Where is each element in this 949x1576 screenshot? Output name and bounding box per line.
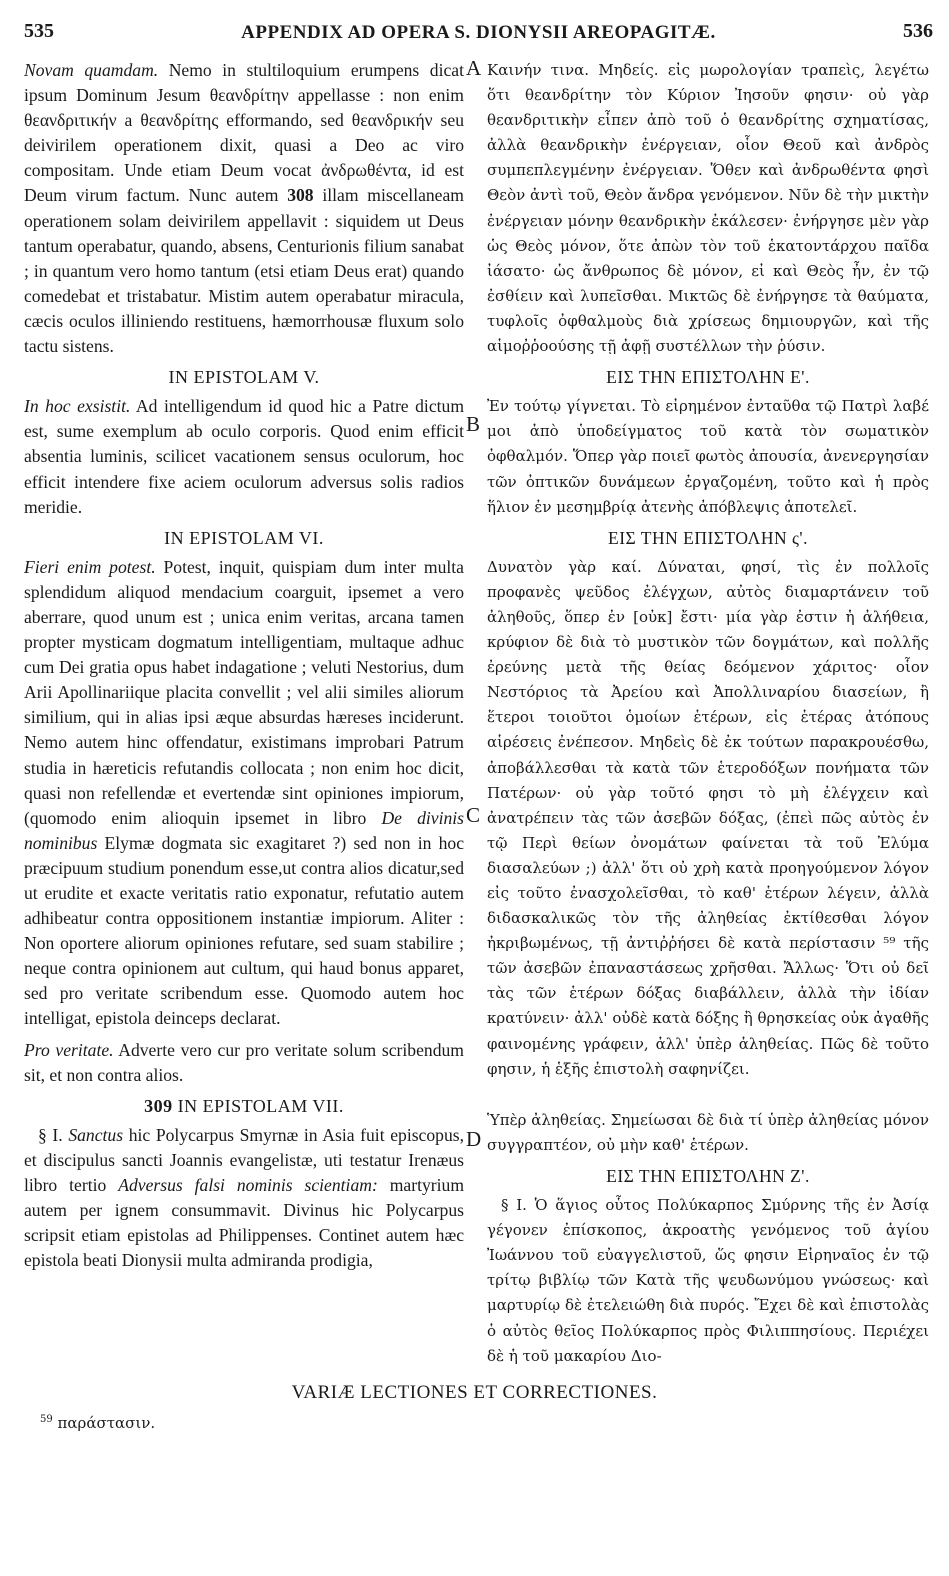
footnote-text: παράστασιν. xyxy=(57,1414,156,1432)
greek-column xyxy=(487,58,929,1375)
section-heading xyxy=(24,1094,464,1119)
running-header xyxy=(24,20,933,48)
section-heading: IN EPISTOLAM V. xyxy=(168,367,320,388)
greek-paragraph: § I. Ὁ ἅγιος οὗτος Πολύκαρπος Σμύρνης τῆς ἐν Ἀσίᾳ γέγονεν ἐπίσκοπος, ἀκροατὴς γενόμενος τοῦ ἁγίου Ἰωάννου τοῦ εὐαγγελιστοῦ, ὥς φησιν Εἰρηναῖος ἐν τῷ τρίτῳ βιβλίῳ τῶν Κατὰ τῆς ψευδωνύμου γνώσεως· καὶ μαρτυρίῳ δὲ ἐτελειώθη διὰ πυρός. Ἔχει δὲ καὶ ἐπιστολὰς ὁ αὐτὸς θεῖος Πολύκαρπος πρὸς Φιλιππησίους. Περιέχει δὲ ἡ τοῦ μακαρίου Διο- xyxy=(487,1196,929,1365)
variae-lectiones-heading: VARIÆ LECTIONES ET CORRECTIONES. xyxy=(291,1382,658,1403)
page-number-right: 536 xyxy=(903,20,933,42)
book-title: Adversus falsi nominis scientiam: xyxy=(118,1175,378,1196)
lemma: Sanctus xyxy=(68,1124,124,1145)
latin-paragraph xyxy=(24,1123,464,1274)
latin-paragraph xyxy=(24,555,464,1032)
greek-paragraph: Ὑπὲρ ἀληθείας. Σημείωσαι δὲ διὰ τί ὑπὲρ ἀληθείας μόνον συγγραπτέον, οὐ μὴν καθ' ἑτέρων. xyxy=(487,1110,929,1154)
footnote-number: 59 xyxy=(40,1414,53,1425)
section-heading-text: IN EPISTOLAM VII. xyxy=(172,1095,344,1116)
margin-marker-d: D xyxy=(466,1127,482,1151)
spacer xyxy=(487,1088,929,1108)
lemma: In hoc exsistit. xyxy=(24,396,131,417)
column-number: 309 xyxy=(144,1095,173,1116)
lemma: Pro veritate. xyxy=(24,1039,114,1060)
column-number: 308 xyxy=(287,185,314,206)
lemma: Fieri enim potest. xyxy=(24,556,156,577)
section-heading: ΕΙΣ ΤΗΝ ΕΠΙΣΤΟΛΗΝ Ζ'. xyxy=(606,1165,810,1186)
margin-marker-b: B xyxy=(466,412,481,436)
paragraph-text: martyrium autem per ignem consummavit. Divinus hic Polycarpus scripsit etiam epistolas ad Philippenses. Continet autem hæc epistola beati Dionysii multa admiranda prodigia, xyxy=(24,1175,465,1271)
paragraph-text: Elymæ dogmata sic exagitaret ?) sed non in hoc præcipuum studium ponendum esse,ut contra alios dicatur,sed ut erudite et exacte veritatis ratio exponatur, refutatio autem adhibeatur contra oppositionem instantiæ impiorum. Aliter : Non oportere aliorum opiniones refutare, sed suam stabilire ; neque contra opinionem aut cultum, qui haud bonus apparet, sed pro veritate scribendum esse. Quomodo autem hoc intelligat, epistola deinceps declarat. xyxy=(24,832,464,1029)
running-title: APPENDIX AD OPERA S. DIONYSII AREOPAGITÆ. xyxy=(241,22,716,43)
paragraph-text: Nemo in stultiloquium erumpens dicat ipsum Dominum Jesum θεανδρίτην appellasse : non enim θεανδριτικήν a θεανδρίτης efformando, sed θεανδρικήν seu deivirilem operationem dixit, quasi a Deo ac viro compositam. Unde etiam Deum vocat ἀνδρωθέντα, id est Deum virum factum. Nunc autem xyxy=(24,60,464,206)
latin-paragraph xyxy=(24,394,464,519)
greek-paragraph: Ἐν τούτῳ γίγνεται. Τὸ εἰρημένον ἐνταῦθα τῷ Πατρὶ λαβέ μοι ἀπὸ ὑποδείγματος τοῦ κατὰ τὸν σωματικὸν ὀφθαλμόν. Ὅπερ γὰρ ποιεῖ φωτὸς ἀπουσία, ἀνενεργησίαν τῶν ὀπτικῶν δυνάμεων ἐργαζομένη, τοῦτο καὶ ἡ πρὸς ἥλιον ἐν μεσημβρίᾳ ἀτενὴς ἀπόβλεψις ἀποτελεῖ. xyxy=(487,397,929,516)
latin-column xyxy=(24,58,464,1279)
latin-paragraph xyxy=(24,1038,464,1088)
page-number-left: 535 xyxy=(24,20,54,42)
greek-paragraph: Δυνατὸν γὰρ καί. Δύναται, φησί, τὶς ἐν πολλοῖς προφανὲς ψεῦδος ἐλέγχων, αὐτὸς διαμαρτάνειν τοῦ ἀληθοῦς, ὅπερ ἐν [οὐκ] ἔστι· μία γὰρ ἐστιν ἡ ἀλήθεια, κρύφιον δὲ διὰ τὸ μυστικὸν τῶν δογμάτων, καὶ πολλῆς ἐρεύνης μετὰ τῆς θείας δεόμενον χάριτος· οἷον Νεστόριος τὰ Ἀρείου καὶ Ἀπολλιναρίου διασείων, ἢ ἕτεροι τοιοῦτοι ὁμοίων ἑτέρων, εἰς ἑτέρας ἀτόπους αἱρέσεις ἐνέπεσον. Μηδεὶς δὲ ἐκ τούτων παρακρουέσθω, ἀποβάλλεσθαι τὰ κατὰ τῶν ἑτεροδόξων πονήματα τῶν Πατέρων· οὐ γὰρ τοῦτό φησι τὸ μὴ ἐλέγχειν καὶ ἀνατρέπειν τὰς τῶν ἀσεβῶν δόξας, (ἐπεὶ πῶς αὐτὸς ἐν τῷ Περὶ θείων ὀνομάτων φαίνεται τὰ τοῦ Ἐλύμα διασαλεύων ;) ἀλλ' ὅτι οὐ χρὴ κατὰ προηγούμενον λόγον εἰς τοῦτο ἐνασχολεῖσθαι, τὸ καθ' ἑτέρων λέγειν, ἀλλὰ διδασκαλικῶς τὸν τῆς ἀληθείας ἐκτίθεσθαι λόγον ἠκριβωμένως, τῇ ἀντιῤῥήσει δὲ κατὰ περίστασιν ⁵⁹ τῆς τῶν ἀσεβῶν ἐπαναστάσεως χρῆσθαι. Ἄλλως· Ὅτι οὐ δεῖ τὰς τῶν ἑτέρων δόξας διαβάλλειν, ἀλλὰ τὴν ἰδίαν κρατύνειν· ἀλλ' οὐδὲ κατὰ δόξης ἢ θρησκείας οὐκ ἀγαθῆς φαινομένης γράφειν, ἀλλ' ὑπὲρ ἀληθείας. Πῶς δὲ τοῦτο φησιν, ἡ ἑξῆς ἐπιστολὴ σαφηνίζει. xyxy=(487,557,929,1078)
footnote xyxy=(40,1414,155,1432)
margin-marker-a: A xyxy=(466,56,482,80)
paragraph-text: Adverte vero cur pro veritate solum scribendum sit, et non contra alios. xyxy=(24,1039,464,1085)
greek-paragraph: Καινήν τινα. Μηδείς. εἰς μωρολογίαν τραπεὶς, λεγέτω ὅτι θεανδρίτην τὸν Κύριον Ἰησοῦν φησιν· οὐ γὰρ θεανδριτικὴν εἶπεν ἀπὸ τοῦ ὁ θεανδρίτης σχηματίσας, ἀλλὰ θεανδρικὴν ἐνέργειαν, οἷον Θεοῦ καὶ ἀνδρὸς συμπεπλεγμένην ἐνέργειαν. Ὅθεν καὶ ἀνδρωθέντα φησὶ Θεὸν ἀντὶ τοῦ, Θεὸν ἄνδρα γενόμενον. Νῦν δὲ τὴν μικτὴν ἐνέργειαν μόνην θεανδρικὴν ἐκάλεσεν· ἐνήργησε μὲν γὰρ ὡς Θεὸς μόνον, ὅτε ἀπὼν τὸν τοῦ ἑκατοντάρχου παῖδα ἰάσατο· ὡς ἄνθρωπος δὲ μόνον, εἰ καὶ Θεὸς ἦν, ἐν τῷ ἐσθίειν καὶ λυπεῖσθαι. Μικτῶς δὲ ἐνήργησε τὰ θαύματα, τυφλοῖς ὀφθαλμοὺς διὰ χρίσεως δημιουργῶν, καὶ τῆς αἱμοῤῥοούσης τῇ ἀφῇ συστέλλων τὴν ῥύσιν. xyxy=(487,61,929,356)
latin-paragraph xyxy=(24,58,464,359)
section-mark: § I. xyxy=(38,1124,69,1145)
margin-marker-c: C xyxy=(466,803,481,827)
paragraph-text: hic Polycarpus Smyrnæ in Asia fuit episcopus, et discipulus sancti Joannis evangelistæ, uti testatur Irenæus libro tertio xyxy=(24,1124,464,1196)
paragraph-text: illam miscellaneam operationem solam deivirilem appellavit : siquidem ut Deus tantum operabatur, quando, absens, Centurionis filium sanabat ; in quantum vero homo tantum (etsi etiam Deus erat) quando comedebat et tristabatur. Mistim autem operabatur miracula, cæcis oculos illiniendo restituens, hæmorrhousæ fluxum solo tactu sistens. xyxy=(24,185,464,357)
paragraph-text: Ad intelligendum id quod hic a Patre dictum est, sume exemplum ab oculo corporis. Quod enim efficit absentia luminis, scilicet vacationem sensus oculorum, hoc efficit intendere fixe aciem oculorum adversus solis radios meridie. xyxy=(24,396,464,517)
paragraph-text: Potest, inquit, quispiam dum inter multa splendidum aliquod mendacium coarguit, ipsemet a vero aberrare, quod unum est ; unica enim veritas, arcana tamen propter mysticam dogmatum intelligentiam, multaque adhuc cum Dei gratia opus habet indagatione ; veluti Nestorius, dum Arii Apollinariique placita convellit ; vel alii similes aliorum similium, qui in alias ipsi æque absurdas hæreses inciderunt. Nemo autem hinc offendatur, existimans improbari Patrum studia in hæreticis refutandis collocata ; non enim hoc dicit, quasi non refellendæ et evertendæ sint opiniones impiorum, (quomodo enim alioquin ipsemet in libro xyxy=(24,556,464,828)
section-heading: IN EPISTOLAM VI. xyxy=(164,527,324,548)
section-heading: ΕΙΣ ΤΗΝ ΕΠΙΣΤΟΛΗΝ Ε'. xyxy=(606,367,810,388)
section-heading: ΕΙΣ ΤΗΝ ΕΠΙΣΤΟΛΗΝ ς'. xyxy=(608,527,808,548)
lemma: Novam quamdam. xyxy=(24,60,159,80)
book-title: De divinis nominibus xyxy=(24,807,464,853)
